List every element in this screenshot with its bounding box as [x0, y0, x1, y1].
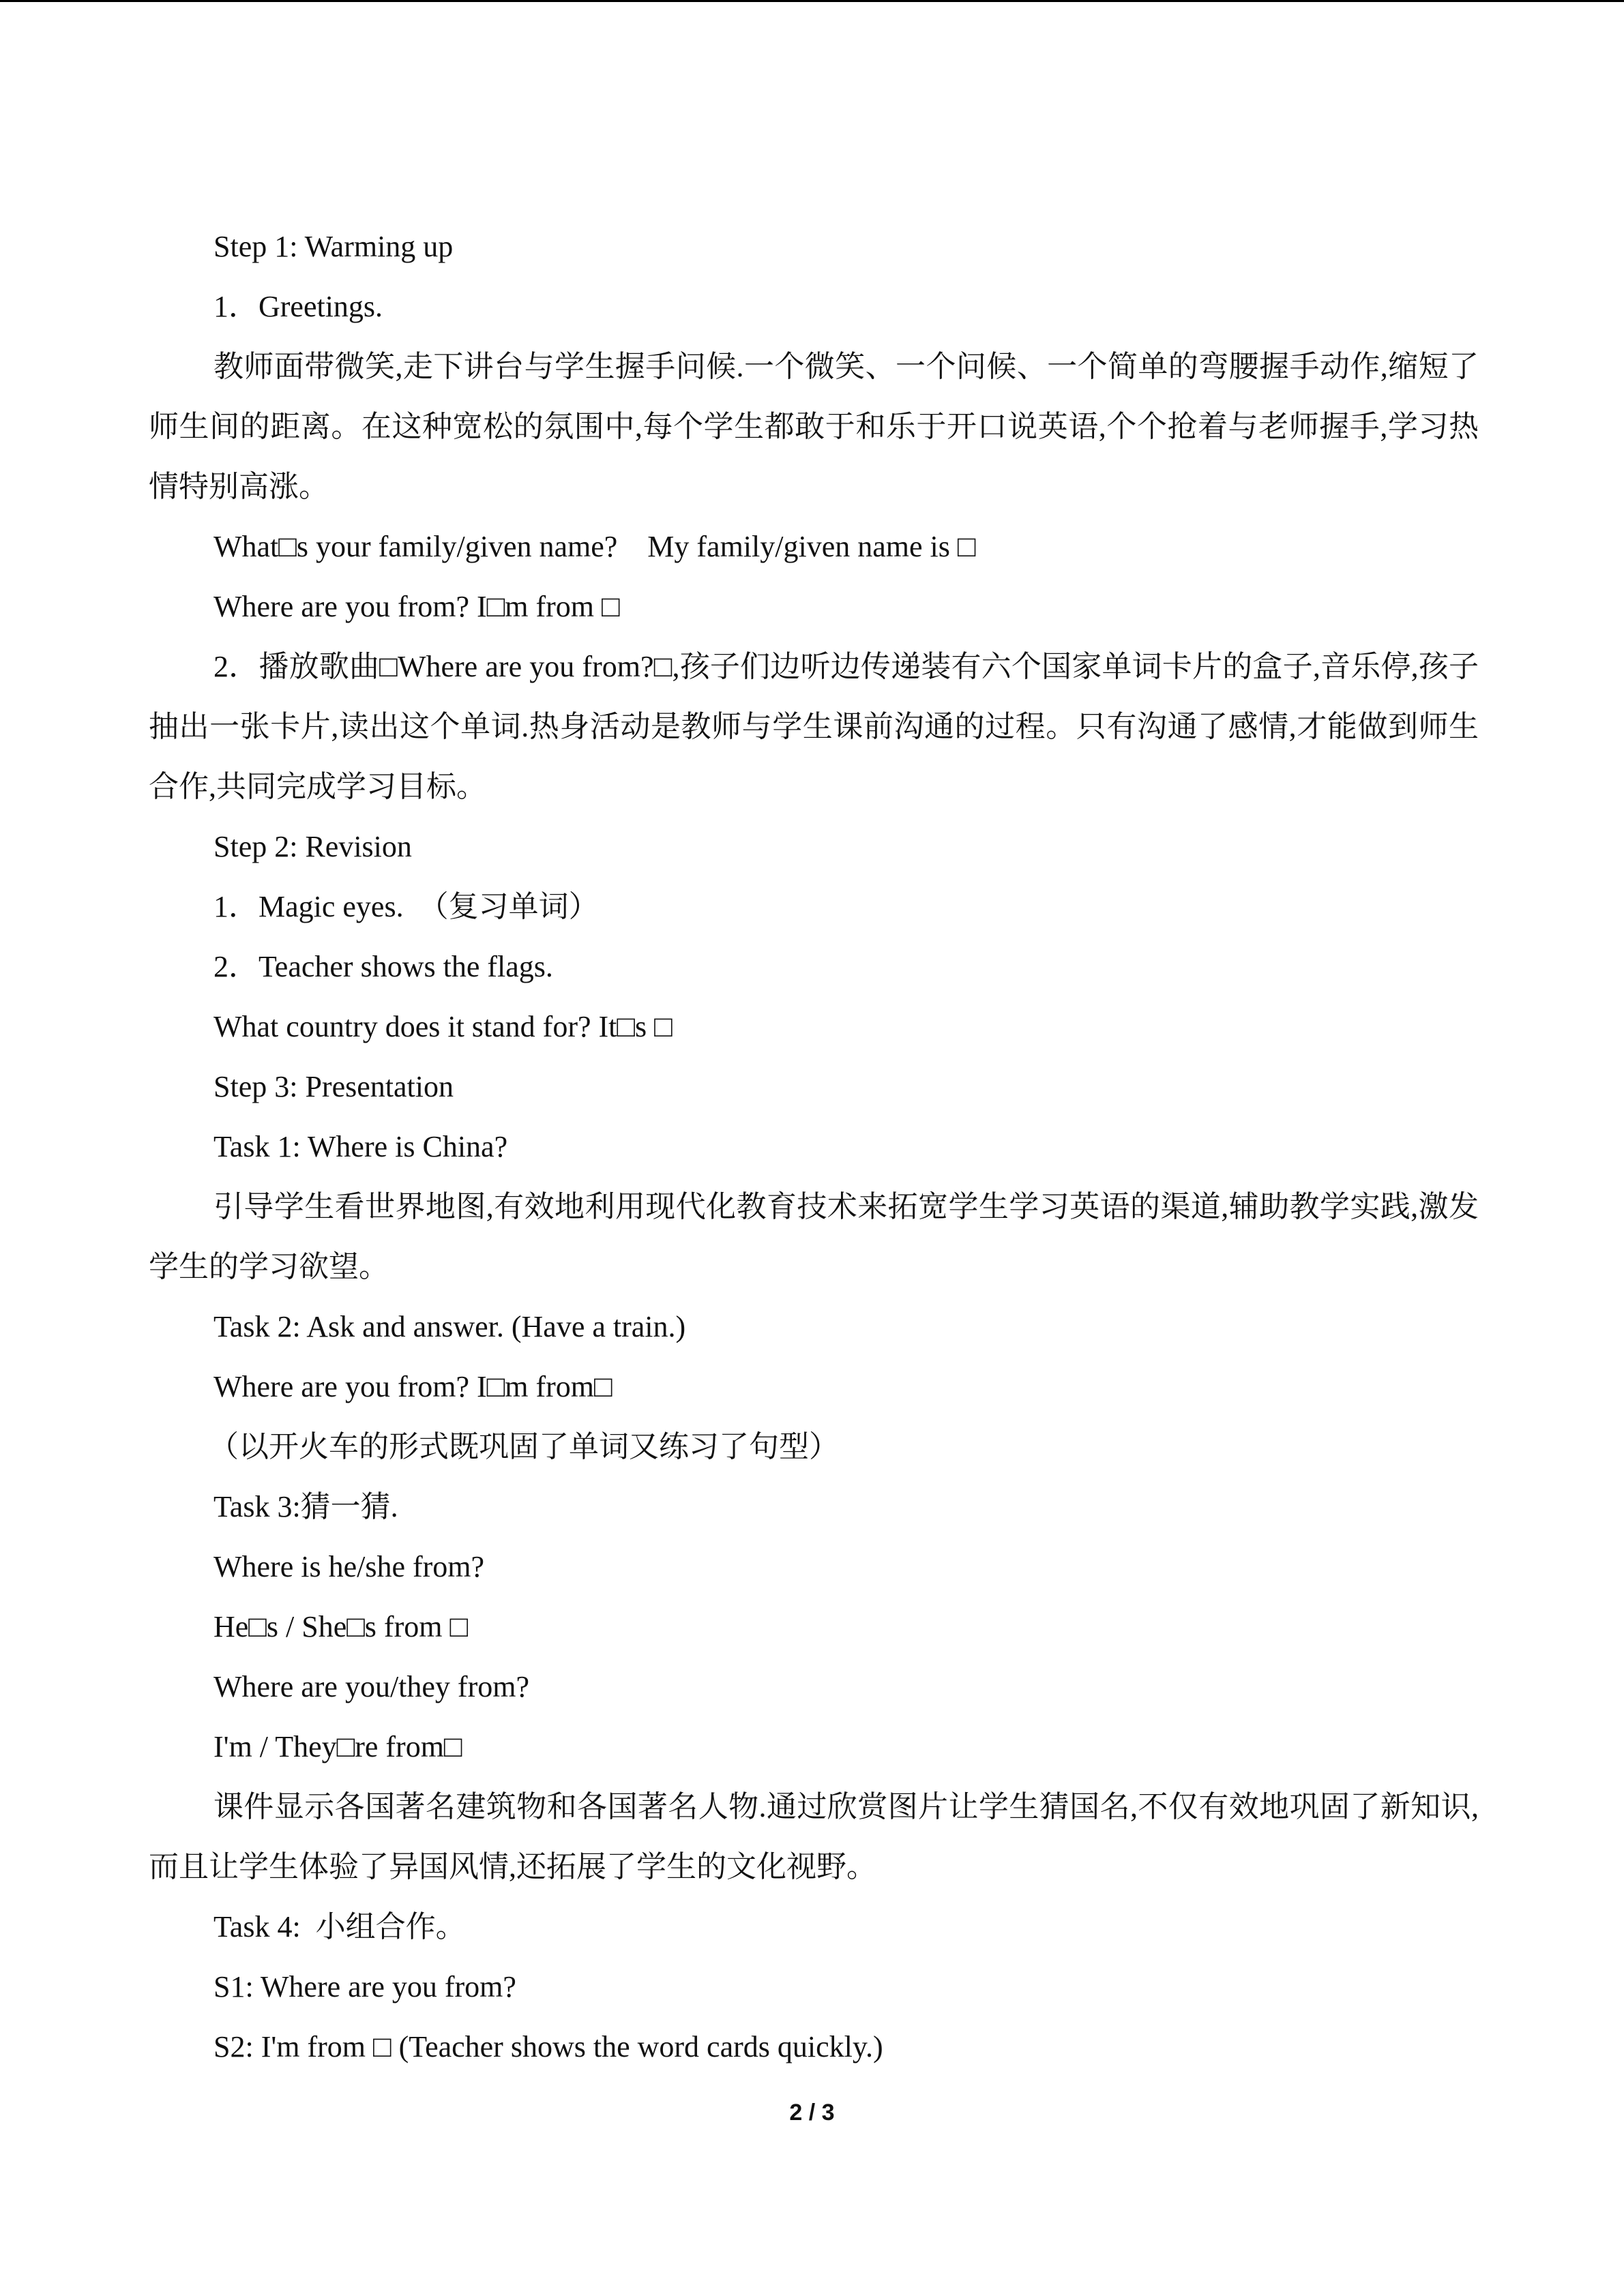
world-map-paragraph: 引导学生看世界地图,有效地利用现代化教育技术来拓宽学生学习英语的渠道,辅助教学实践,激发学生的学习欲望。	[149, 1190, 1479, 1283]
dialogue-name-line: What□s your family/given name? My family/given name is □	[213, 530, 976, 563]
step-3-heading: Step 3: Presentation	[213, 1070, 454, 1103]
task-1-heading: Task 1: Where is China?	[213, 1130, 508, 1163]
song-paragraph: 2．播放歌曲□Where are you from?□,孩子们边听边传递装有六个国家单词卡片的盒子,音乐停,孩子抽出一张卡片,读出这个单词.热身活动是教师与学生课前沟通的过程。只有沟通了感情,才能做到师生合作,共同完成学习目标。	[149, 650, 1479, 803]
s1-line: S1: Where are you from?	[213, 1970, 516, 2003]
task-3-question-2: Where are you/they from?	[213, 1670, 529, 1703]
task-2-heading: Task 2: Ask and answer. (Have a train.)	[213, 1310, 686, 1343]
greetings-item: 1．Greetings.	[213, 290, 383, 323]
train-note-line: （以开火车的形式既巩固了单词又练习了句型）	[209, 1430, 839, 1463]
document-body	[149, 217, 1479, 2077]
step-1-heading: Step 1: Warming up	[213, 230, 454, 263]
greetings-paragraph: 教师面带微笑,走下讲台与学生握手问候.一个微笑、一个问候、一个简单的弯腰握手动作,缩短了师生间的距离。在这种宽松的氛围中,每个学生都敢于和乐于开口说英语,个个抢着与老师握手,学习热情特别高涨。	[149, 350, 1479, 503]
courseware-paragraph: 课件显示各国著名建筑物和各国著名人物.通过欣赏图片让学生猜国名,不仅有效地巩固了新知识,而且让学生体验了异国风情,还拓展了学生的文化视野。	[149, 1790, 1479, 1883]
country-question-line: What country does it stand for? It□s □	[213, 1010, 673, 1043]
s2-line: S2: I'm from □ (Teacher shows the word cards quickly.)	[213, 2030, 883, 2063]
task-4-heading: Task 4: 小组合作。	[213, 1910, 466, 1943]
step-2-heading: Step 2: Revision	[213, 830, 412, 863]
task-3-answer-1: He□s / She□s from □	[213, 1610, 469, 1643]
page-number: 2 / 3	[789, 2100, 835, 2126]
task-3-heading: Task 3:猜一猜.	[213, 1490, 398, 1523]
task-3-question-1: Where is he/she from?	[213, 1550, 485, 1583]
page-top-border	[0, 0, 1624, 2]
magic-eyes-item: 1．Magic eyes. （复习单词）	[213, 890, 599, 923]
dialogue-from-line: Where are you from? I□m from □	[213, 590, 620, 623]
flags-item: 2．Teacher shows the flags.	[213, 950, 553, 983]
task-2-dialogue-line: Where are you from? I□m from□	[213, 1370, 612, 1403]
task-3-answer-2: I'm / They□re from□	[213, 1730, 462, 1763]
